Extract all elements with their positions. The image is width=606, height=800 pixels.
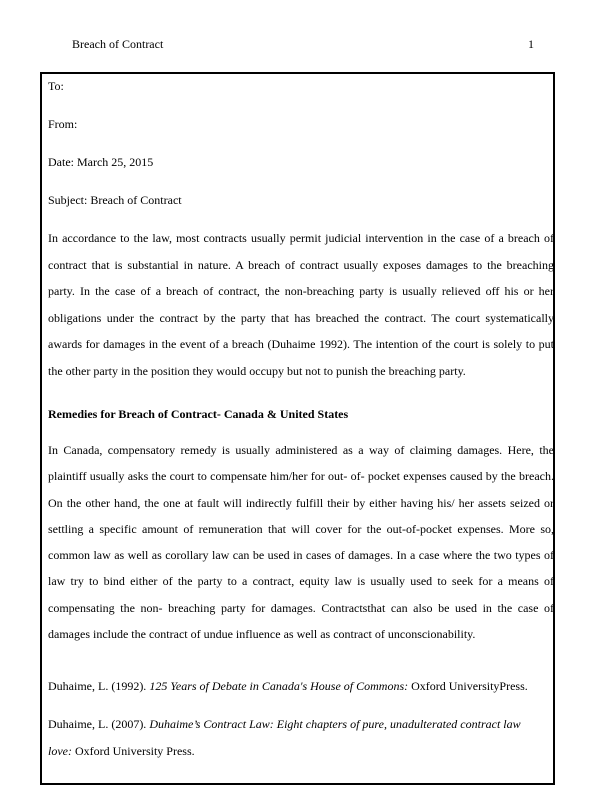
section-heading: Remedies for Breach of Contract- Canada & United States [48, 407, 349, 421]
memo-date-line: Date: March 25, 2015 [48, 155, 154, 169]
memo-to-line: To: [48, 79, 64, 93]
remedies-paragraph: In Canada, compensatory remedy is usually administered as a way of claiming damages. Here, the plaintiff usually asks the court to compensate him/her for out- of- pocket expenses caused by the breach. On the other hand, the one at fault will indirectly fulfill their by either having his/ her assets seized or settling a specific amount of remuneration that will cover for the out-of-pocket expenses. More so, common law as well as corollary law can be used in cases of damages. In a case where the two types of law try to bind either of the party to a contract, equity law is usually used to seek for a means of compensating the non- breaching party for damages. Contractsthat can also be used in the case of damages include the contract of undue influence as well as contract of unconscionability. [48, 443, 554, 642]
reference-item [48, 711, 528, 764]
intro-paragraph: In accordance to the law, most contracts usually permit judicial intervention in the case of a breach of contract that is substantial in nature. A breach of contract usually exposes damages to the breaching party. In the case of a breach of contract, the non-breaching party is usually relieved off his or her obligations under the contract by the party that has breached the contract. The court systematically awards for damages in the event of a breach (Duhaime 1992). The intention of the court is solely to put the other party in the position they would occupy but not to punish the breaching party. [48, 231, 554, 378]
memo-from-line: From: [48, 117, 78, 131]
memo-subject-line: Subject: Breach of Contract [48, 193, 182, 207]
reference-publisher: Oxford UniversityPress. [408, 679, 528, 693]
reference-title: 125 Years of Debate in Canada's House of Commons: [149, 679, 409, 693]
reference-author-year: Duhaime, L. (2007). [48, 717, 150, 731]
reference-publisher: Oxford University Press. [71, 743, 195, 758]
page-number: 1 [528, 37, 534, 51]
running-head: Breach of Contract [72, 37, 164, 51]
reference-item [48, 673, 528, 700]
reference-author-year: Duhaime, L. (1992). [48, 679, 150, 693]
reference-title: Duhaime’s Contract Law: Eight chapters of pure, unadulterated contract law love: [48, 717, 521, 758]
